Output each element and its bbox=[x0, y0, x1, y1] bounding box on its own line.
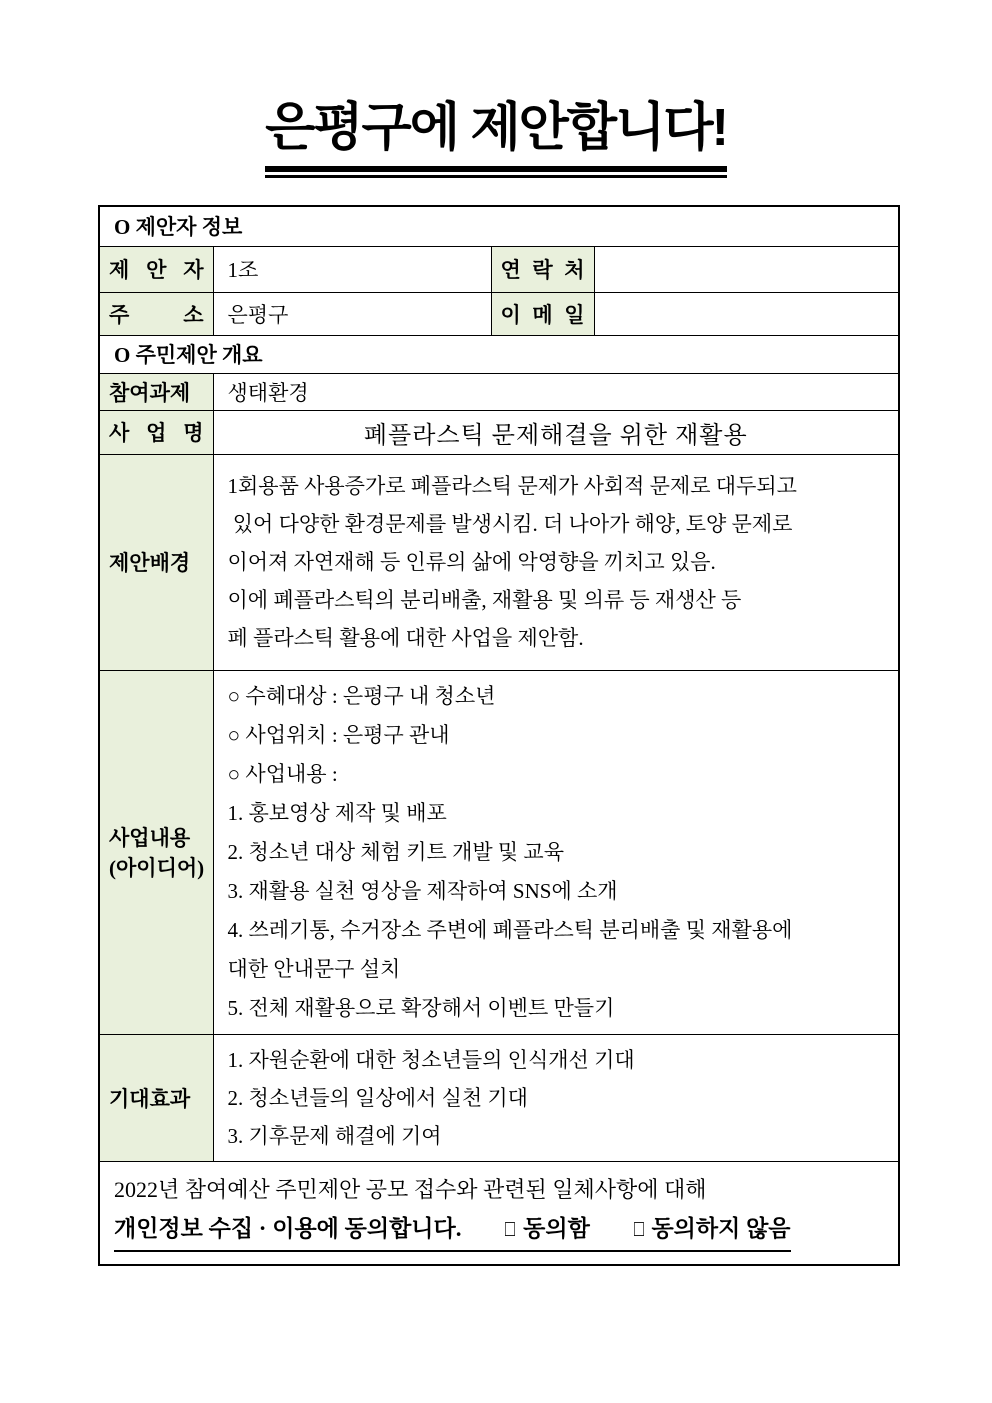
task-value: 생태환경 bbox=[213, 373, 899, 410]
disagree-label: 동의하지 않음 bbox=[651, 1215, 791, 1241]
address-label: 주 소 bbox=[99, 292, 213, 335]
row-overview-section-header bbox=[99, 335, 899, 373]
title-area bbox=[0, 0, 992, 178]
disagree-option[interactable] bbox=[632, 1216, 791, 1241]
text-line: 1. 자원순환에 대한 청소년들의 인식개선 기대 bbox=[227, 1047, 635, 1072]
project-name-label: 사 업 명 bbox=[99, 410, 213, 454]
effect-text bbox=[213, 1034, 899, 1161]
title-underline-thin bbox=[265, 175, 727, 178]
text-line: 페 플라스틱 활용에 대한 사업을 제안함. bbox=[227, 626, 584, 651]
text-line: 5. 전체 재활용으로 확장해서 이벤트 만들기 bbox=[227, 995, 615, 1020]
row-proposer-name-contact bbox=[99, 246, 899, 292]
row-background bbox=[99, 454, 899, 670]
email-value-field[interactable] bbox=[594, 292, 899, 335]
text-line: ○ 수혜대상 : 은평구 내 청소년 bbox=[227, 683, 496, 708]
text-line: 3. 기후문제 해결에 기여 bbox=[227, 1123, 442, 1148]
text-line: 있어 다양한 환경문제를 발생시킴. 더 나아가 해양, 토양 문제로 bbox=[227, 512, 793, 537]
content-text bbox=[213, 670, 899, 1034]
disagree-checkbox[interactable]: □ bbox=[633, 1215, 644, 1241]
consent-line2 bbox=[114, 1210, 791, 1252]
text-line: 2. 청소년 대상 체험 키트 개발 및 교육 bbox=[227, 839, 565, 864]
text-line: 1회용품 사용증가로 폐플라스틱 문제가 사회적 문제로 대두되고 bbox=[227, 474, 797, 499]
text-line: 4. 쓰레기통, 수거장소 주변에 폐플라스틱 분리배출 및 재활용에 bbox=[227, 917, 793, 942]
consent-cell bbox=[99, 1161, 899, 1265]
project-name-value: 폐플라스틱 문제해결을 위한 재활용 bbox=[213, 410, 899, 454]
row-address-email bbox=[99, 292, 899, 335]
content-label bbox=[99, 670, 213, 1034]
text-line: ○ 사업내용 : bbox=[227, 761, 338, 786]
background-text bbox=[213, 454, 899, 670]
row-proposer-section-header bbox=[99, 206, 899, 246]
row-task bbox=[99, 373, 899, 410]
agree-option[interactable] bbox=[503, 1216, 590, 1241]
agree-label: 동의함 bbox=[523, 1215, 590, 1241]
effect-label: 기대효과 bbox=[99, 1034, 213, 1161]
title-underline-thick bbox=[265, 166, 727, 172]
proposal-form-table bbox=[98, 205, 900, 1266]
text-line: 1. 홍보영상 제작 및 배포 bbox=[227, 800, 447, 825]
proposer-section-header: O 제안자 정보 bbox=[99, 206, 899, 246]
row-consent bbox=[99, 1161, 899, 1265]
text-line: ○ 사업위치 : 은평구 관내 bbox=[227, 722, 450, 747]
row-effect bbox=[99, 1034, 899, 1161]
text-line: 이어져 자연재해 등 인류의 삶에 악영향을 끼치고 있음. bbox=[227, 550, 716, 575]
task-label: 참여과제 bbox=[99, 373, 213, 410]
email-label: 이 메 일 bbox=[491, 292, 594, 335]
overview-section-header: O 주민제안 개요 bbox=[99, 335, 899, 373]
contact-label: 연 락 처 bbox=[491, 246, 594, 292]
content-label-line2: (아이디어) bbox=[109, 856, 205, 881]
agree-checkbox[interactable]: □ bbox=[505, 1215, 516, 1241]
consent-statement-text: 개인정보 수집 · 이용에 동의합니다. bbox=[114, 1215, 462, 1241]
title-wrap bbox=[265, 100, 727, 178]
content-label-line1: 사업내용 bbox=[109, 826, 191, 851]
consent-line1: 2022년 참여예산 주민제안 공모 접수와 관련된 일체사항에 대해 bbox=[114, 1176, 707, 1202]
text-line: 3. 재활용 실천 영상을 제작하여 SNS에 소개 bbox=[227, 878, 618, 903]
text-line: 대한 안내문구 설치 bbox=[227, 956, 401, 981]
contact-value-field[interactable] bbox=[594, 246, 899, 292]
proposer-name-value: 1조 bbox=[213, 246, 491, 292]
background-label: 제안배경 bbox=[99, 454, 213, 670]
text-line: 2. 청소년들의 일상에서 실천 기대 bbox=[227, 1085, 528, 1110]
text-line: 이에 폐플라스틱의 분리배출, 재활용 및 의류 등 재생산 등 bbox=[227, 588, 742, 613]
proposer-name-label: 제 안 자 bbox=[99, 246, 213, 292]
row-content bbox=[99, 670, 899, 1034]
address-value: 은평구 bbox=[213, 292, 491, 335]
page-title: 은평구에 제안합니다! bbox=[265, 99, 727, 157]
row-project-name bbox=[99, 410, 899, 454]
